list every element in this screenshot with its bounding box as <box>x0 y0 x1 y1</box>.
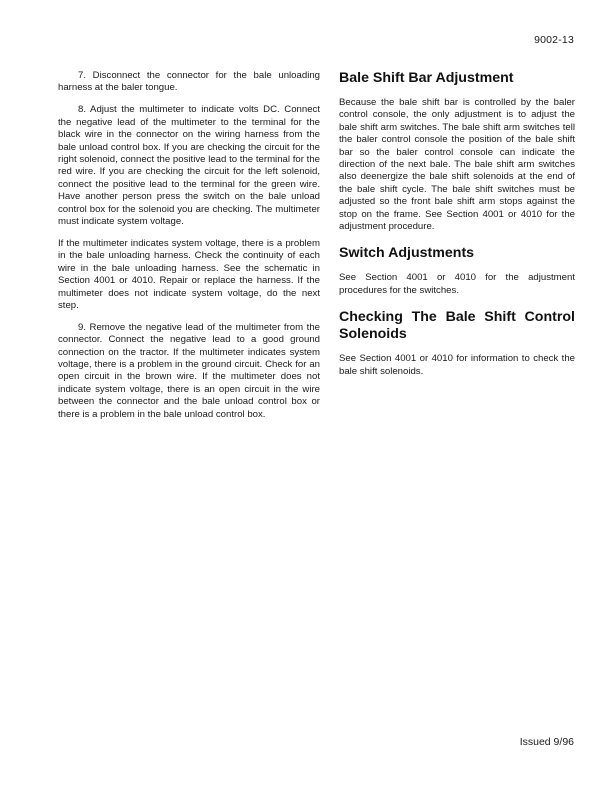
switch-adjustments-section <box>339 245 575 297</box>
checking-solenoids-heading: Checking The Bale Shift Control Solenoids <box>339 309 575 343</box>
checking-solenoids-section <box>339 309 575 378</box>
issued-date: Issued 9/96 <box>519 736 574 748</box>
step-9-paragraph: 9. Remove the negative lead of the multimeter from the connector. Connect the negative lead to a good ground connection on the tractor. If the multimeter indicates system voltage, there is a problem in the ground circuit. Check for an open circuit in the brown wire. If the multimeter does not indicate system voltage, there is an open circuit in the wire between the connector and the bale unload control box or there is a problem in the bale unload control box. <box>58 321 320 420</box>
switch-adjustments-body: See Section 4001 or 4010 for the adjustment procedures for the switches. <box>339 272 575 296</box>
checking-solenoids-body: See Section 4001 or 4010 for information to check the bale shift solenoids. <box>339 353 575 377</box>
system-voltage-paragraph: If the multimeter indicates system voltage, there is a problem in the bale unloading harness. Check the continuity of each wire in the bale unloading harness. See the schematic in Section 4001 or 4010. Repair or replace the harness. If the multimeter does not indicate system voltage, do the next step. <box>58 237 320 311</box>
bale-shift-bar-body: Because the bale shift bar is controlled by the baler control console, the only adjustment is to adjust the bale shift arm switches. The bale shift arm switches tell the baler control console the position of the bale shift bar so the baler control console can indicate the direction of the next bale. The bale shift arm switches also deenergize the bale shift solenoids at the end of the bale shift cycle. The bale shift switches must be adjusted so the front bale shift arm stops against the stop on the frame. See Section 4001 or 4010 for the adjustment procedure. <box>339 97 575 233</box>
step-8-paragraph: 8. Adjust the multimeter to indicate volts DC. Connect the negative lead of the multimeter to the terminal for the black wire in the connector on the wiring harness from the bale unload control box. If you are checking the circuit for the right solenoid, connect the positive lead to the terminal for the red wire. If you are checking the circuit for the left solenoid, connect the positive lead to the terminal for the green wire. Have another person press the switch on the bale unload control box for the solenoid you are checking. The multimeter must indicate system voltage. <box>58 104 320 227</box>
right-column <box>339 70 575 390</box>
bale-shift-bar-heading: Bale Shift Bar Adjustment <box>339 70 514 86</box>
switch-adjustments-heading: Switch Adjustments <box>339 245 475 262</box>
step-7-paragraph: 7. Disconnect the connector for the bale unloading harness at the baler tongue. <box>58 70 320 94</box>
left-column <box>58 70 320 431</box>
bale-shift-bar-section <box>339 70 575 233</box>
page-number: 9002-13 <box>534 34 574 46</box>
